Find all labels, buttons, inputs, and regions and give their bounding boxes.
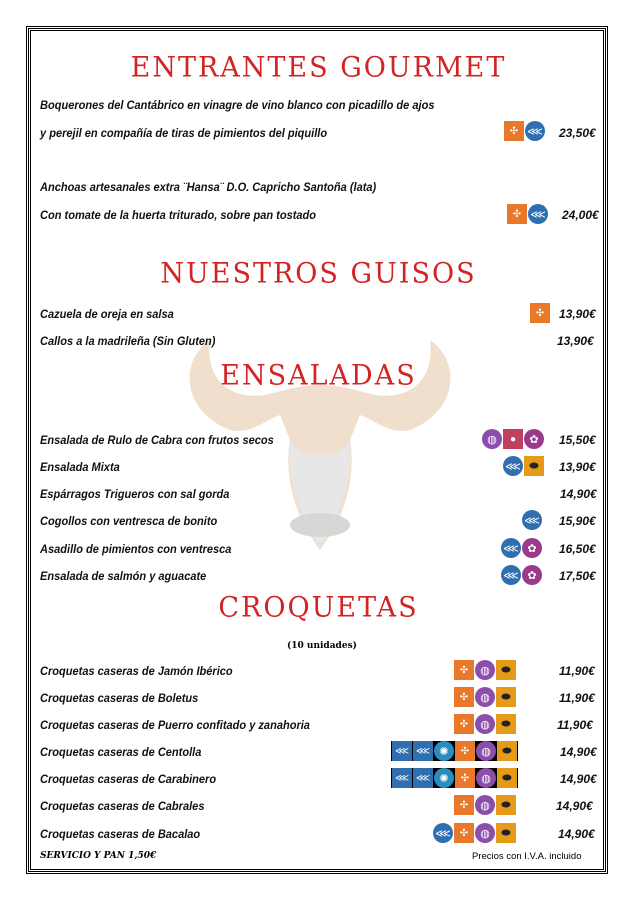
allergen-icons xyxy=(454,660,516,680)
gluten-icon: ✣ xyxy=(455,768,475,788)
allergen-icons xyxy=(522,510,542,530)
item-name: Cazuela de oreja en salsa xyxy=(40,307,174,321)
allergen-icons xyxy=(454,795,516,815)
egg-icon: ⬬ xyxy=(496,660,516,680)
item-name: Asadillo de pimientos con ventresca xyxy=(40,542,232,556)
egg-icon: ⬬ xyxy=(496,687,516,707)
item-name: Espárragos Trigueros con sal gorda xyxy=(40,487,230,501)
item-price: 13,90€ xyxy=(559,307,596,321)
milk-icon: ◍ xyxy=(482,429,502,449)
egg-icon: ⬬ xyxy=(497,741,517,761)
item-price: 16,50€ xyxy=(559,542,596,556)
item-name: Ensalada de salmón y aguacate xyxy=(40,569,207,583)
milk-icon: ◍ xyxy=(475,714,495,734)
fish-icon: ⋘ xyxy=(433,823,453,843)
item-name: Ensalada de Rulo de Cabra con frutos secos xyxy=(40,433,274,447)
item-price: 23,50€ xyxy=(559,126,596,140)
gluten-icon: ✣ xyxy=(504,121,524,141)
section-title-croquetas: CROQUETAS xyxy=(218,591,419,624)
item-name: Ensalada Mixta xyxy=(40,460,120,474)
croquetas-note: (10 unidades) xyxy=(287,641,357,651)
egg-icon: ⬬ xyxy=(496,714,516,734)
crustacean-icon: ✺ xyxy=(434,768,454,788)
item-name: Croquetas caseras de Bacalao xyxy=(40,827,201,841)
allergen-icons xyxy=(503,456,544,476)
allergen-icons xyxy=(391,768,518,788)
allergen-icons xyxy=(501,565,542,585)
item-line: y perejil en compañía de tiras de pimientos del piquillo xyxy=(40,126,328,140)
sulfite-icon: ✿ xyxy=(524,429,544,449)
item-name: Croquetas caseras de Jamón Ibérico xyxy=(40,664,233,678)
item-price: 14,90€ xyxy=(560,745,597,759)
allergen-icons xyxy=(454,687,516,707)
item-name: Cogollos con ventresca de bonito xyxy=(40,514,218,528)
gluten-icon: ✣ xyxy=(454,660,474,680)
fish-icon: ⋘ xyxy=(392,768,412,788)
fish-icon: ⋘ xyxy=(392,741,412,761)
milk-icon: ◍ xyxy=(475,823,495,843)
item-price: 14,90€ xyxy=(558,827,595,841)
item-price: 15,50€ xyxy=(559,433,596,447)
egg-icon: ⬬ xyxy=(496,795,516,815)
fish-icon: ⋘ xyxy=(528,204,548,224)
gluten-icon: ✣ xyxy=(530,303,550,323)
gluten-icon: ✣ xyxy=(454,714,474,734)
section-title-guisos: NUESTROS GUISOS xyxy=(160,257,477,290)
gluten-icon: ✣ xyxy=(507,204,527,224)
vat-note: Precios con I.V.A. incluido xyxy=(472,851,582,862)
item-price: 13,90€ xyxy=(557,334,594,348)
section-title-ensaladas: ENSALADAS xyxy=(220,359,417,392)
fish-icon: ⋘ xyxy=(525,121,545,141)
item-price: 11,90€ xyxy=(559,691,595,705)
allergen-icons xyxy=(482,429,544,449)
milk-icon: ◍ xyxy=(475,687,495,707)
item-price: 15,90€ xyxy=(559,514,596,528)
allergen-icons xyxy=(391,741,518,761)
sulfite-icon: ✿ xyxy=(522,538,542,558)
fish-icon: ⋘ xyxy=(413,768,433,788)
item-name: Croquetas caseras de Carabinero xyxy=(40,772,217,786)
milk-icon: ◍ xyxy=(476,768,496,788)
fish-icon: ⋘ xyxy=(501,538,521,558)
service-bread-note: SERVICIO Y PAN 1,50€ xyxy=(40,851,157,861)
item-price: 17,50€ xyxy=(559,569,596,583)
fish-icon: ⋘ xyxy=(501,565,521,585)
fish-icon: ⋘ xyxy=(413,741,433,761)
allergen-icons xyxy=(454,714,516,734)
egg-icon: ⬬ xyxy=(524,456,544,476)
item-name: Croquetas caseras de Cabrales xyxy=(40,799,205,813)
allergen-icons xyxy=(504,121,545,141)
gluten-icon: ✣ xyxy=(454,795,474,815)
item-name: Croquetas caseras de Boletus xyxy=(40,691,199,705)
item-line: Con tomate de la huerta triturado, sobre pan tostado xyxy=(40,208,317,222)
gluten-icon: ✣ xyxy=(454,687,474,707)
item-name: Callos a la madrileña (Sin Gluten) xyxy=(40,334,216,348)
crustacean-icon: ✺ xyxy=(434,741,454,761)
sulfite-icon: ✿ xyxy=(522,565,542,585)
egg-icon: ⬬ xyxy=(497,768,517,788)
section-title-entrantes: ENTRANTES GOURMET xyxy=(130,51,507,84)
milk-icon: ◍ xyxy=(475,795,495,815)
item-price: 11,90€ xyxy=(559,664,595,678)
item-price: 14,90€ xyxy=(556,799,593,813)
milk-icon: ◍ xyxy=(476,741,496,761)
allergen-icons xyxy=(507,204,548,224)
allergen-icons xyxy=(433,823,516,843)
item-line: Boquerones del Cantábrico en vinagre de vino blanco con picadillo de ajos xyxy=(40,98,435,112)
item-name: Croquetas caseras de Centolla xyxy=(40,745,202,759)
egg-icon: ⬬ xyxy=(496,823,516,843)
item-price: 14,90€ xyxy=(560,772,597,786)
nuts-icon: ● xyxy=(503,429,523,449)
fish-icon: ⋘ xyxy=(522,510,542,530)
fish-icon: ⋘ xyxy=(503,456,523,476)
allergen-icons xyxy=(530,303,550,323)
item-price: 11,90€ xyxy=(557,718,593,732)
item-price: 24,00€ xyxy=(562,208,599,222)
milk-icon: ◍ xyxy=(475,660,495,680)
item-line: Anchoas artesanales extra ¨Hansa¨ D.O. Capricho Santoña (lata) xyxy=(40,180,377,194)
gluten-icon: ✣ xyxy=(455,741,475,761)
item-price: 14,90€ xyxy=(560,487,597,501)
item-price: 13,90€ xyxy=(559,460,596,474)
allergen-icons xyxy=(501,538,542,558)
gluten-icon: ✣ xyxy=(454,823,474,843)
item-name: Croquetas caseras de Puerro confitado y zanahoria xyxy=(40,718,310,732)
